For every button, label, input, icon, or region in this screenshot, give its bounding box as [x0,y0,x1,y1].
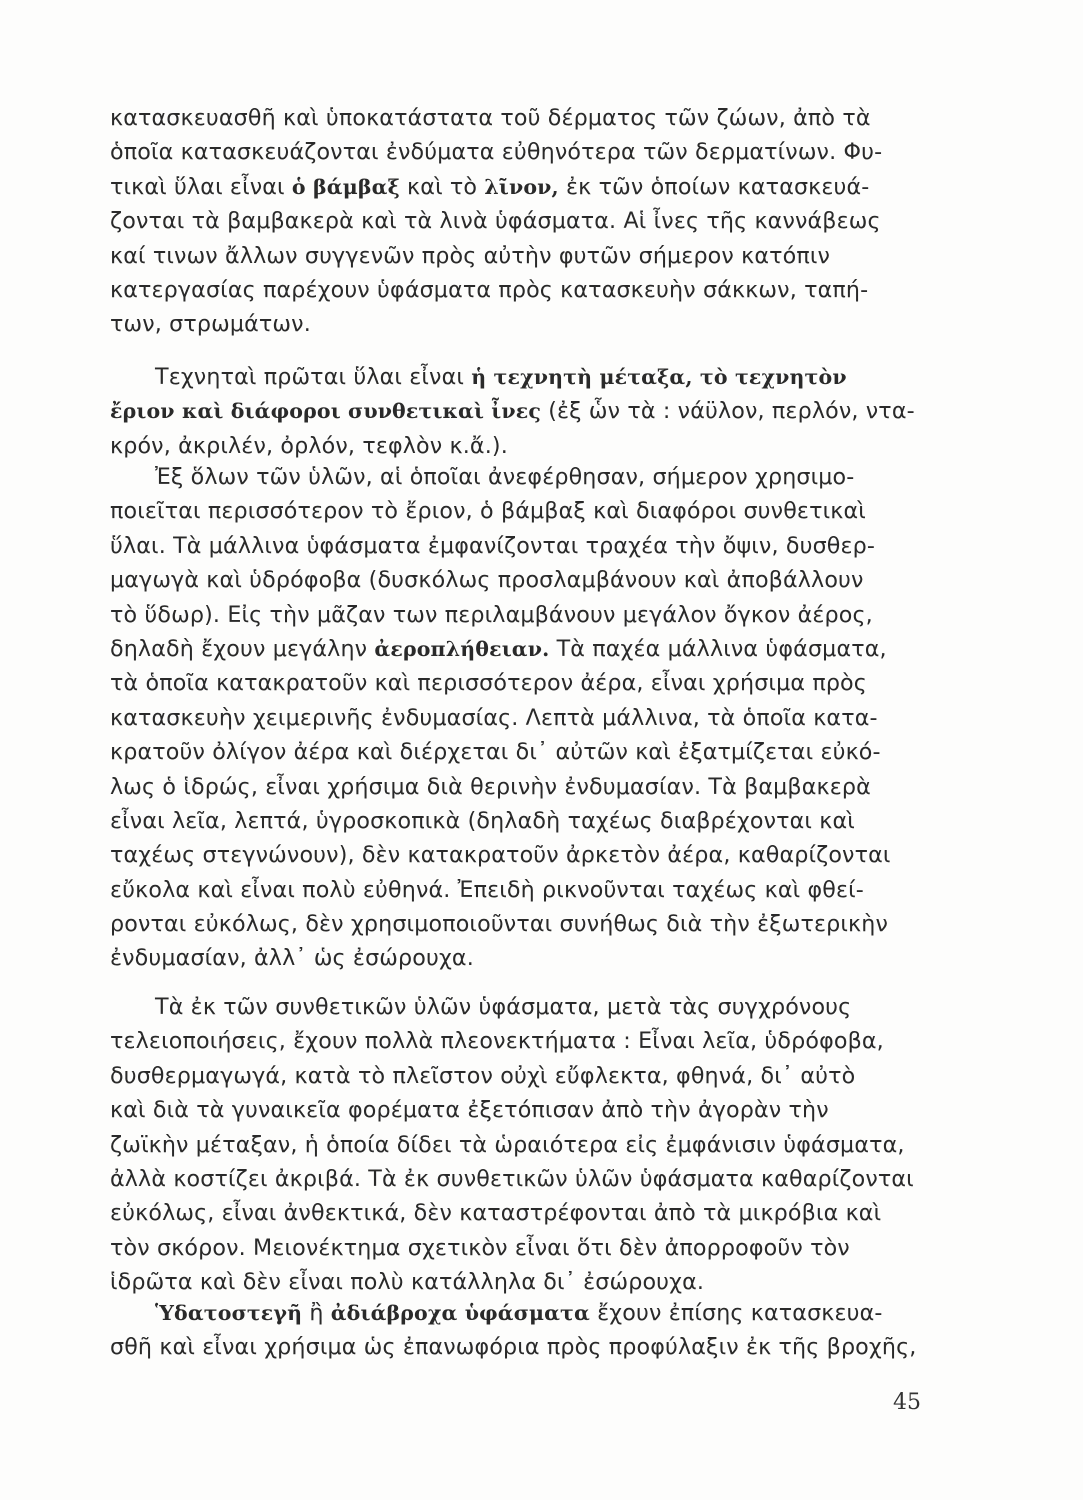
paragraph-synthetic-fabrics [110,990,922,1300]
text-segment: ἢ [302,1300,331,1326]
text-segment: τὸν σκόρον. Μειονέκτημα σχετικὸν εἶναι ὅτι δὲν ἀπορροφοῦν τὸν [110,1234,850,1261]
text-line [110,632,922,666]
text-segment: ποιεῖται περισσότερον τὸ ἔριον, ὁ βάμβαξ καὶ διαφόροι συνθετικαὶ [110,498,866,525]
text-segment: Ἐξ ὅλων τῶν ὑλῶν, αἱ ὁποῖαι ἀνεφέρθησαν, σήμερον χρησιμο- [155,464,855,490]
text-segment: σθῆ καὶ εἶναι χρήσιμα ὡς ἐπανωφόρια πρὸς προφύλαξιν ἐκ τῆς βροχῆς, [110,1334,917,1361]
text-line [110,494,922,528]
text-segment: μαγωγὰ καὶ ὑδρόφοβα (δυσκόλως προσλαμβάνουν καὶ ἀποβάλλουν [110,567,864,594]
text-line [110,701,922,735]
text-segment: ζονται τὰ βαμβακερὰ καὶ τὰ λινὰ ὑφάσματα. Αἱ ἶνες τῆς καννάβεως [110,208,881,235]
text-segment: Τὰ παχέα μάλλινα ὑφάσματα, [549,635,887,662]
text-line [110,1330,922,1364]
text-line [110,735,922,769]
text-line [110,1231,922,1265]
text-line [110,135,922,169]
text-line [110,307,922,341]
text-segment: λως ὁ ἱδρώς, εἶναι χρήσιμα διὰ θερινὴν ἐνδυμασίαν. Τὰ βαμβακερὰ [110,773,871,800]
text-line [110,1265,922,1299]
text-segment: ὁποῖα κατασκευάζονται ἐνδύματα εὐθηνότερα τῶν δερματίνων. Φυ- [110,139,883,166]
emphasized-term: ὁ βάμβαξ [291,174,400,199]
text-line [110,873,922,907]
text-line [110,429,922,463]
text-segment: κατασκευασθῆ καὶ ὑποκατάστατα τοῦ δέρματος τῶν ζώων, ἀπὸ τὰ [110,105,871,131]
text-segment: ὕλαι. Τὰ μάλλινα ὑφάσματα ἐμφανίζονται τραχέα τὴν ὄψιν, δυσθερ- [110,532,876,559]
emphasized-term: ἀεροπλήθειαν. [374,636,550,661]
paragraph-waterproof-fabrics [110,1296,922,1365]
text-line [110,666,922,700]
text-line [110,1059,922,1093]
text-line [110,804,922,838]
text-segment: τικαὶ ὕλαι εἶναι [110,173,292,200]
text-line [110,907,922,941]
text-segment: καὶ διὰ τὰ γυναικεῖα φορέματα ἐξετόπισαν ἀπὸ τὴν ἀγορὰν τὴν [110,1097,829,1124]
emphasized-term: ἔριον καὶ διάφοροι συνθετικαὶ ἶνες [110,399,541,424]
text-line [110,1296,922,1330]
text-line [110,598,922,632]
text-segment: κατασκευὴν χειμερινῆς ἐνδυμασίας. Λεπτὰ μάλλινα, τὰ ὁποῖα κατα- [110,704,878,731]
text-line [110,204,922,238]
text-segment: (ἐξ ὧν τὰ : νάϋλον, περλόν, ντα- [541,398,915,425]
emphasized-term: ἀδιάβροχα ὑφάσματα [330,1301,590,1325]
text-line [110,394,922,428]
text-segment: τὰ ὁποῖα κατακρατοῦν καὶ περισσότερον ἀέρα, εἶναι χρήσιμα πρὸς [110,670,867,697]
paragraph-artificial-materials [110,360,922,463]
text-segment: ἀλλὰ κοστίζει ἀκριβά. Τὰ ἐκ συνθετικῶν ὑλῶν ὑφάσματα καθαρίζονται [110,1165,914,1192]
text-segment: κρόν, ἀκριλέν, ὀρλόν, τεφλὸν κ.ἄ.). [110,432,508,459]
text-line [110,563,922,597]
text-segment: τὸ ὕδωρ). Εἰς τὴν μᾶζαν των περιλαμβάνουν μεγάλον ὄγκον ἀέρος, [110,601,873,628]
text-line [110,1162,922,1196]
text-line [110,1093,922,1127]
text-segment: Τεχνηταὶ πρῶται ὕλαι εἶναι [155,364,472,390]
page-number: 45 [893,1390,921,1415]
text-segment: τελειοποιήσεις, ἔχουν πολλὰ πλεονεκτήματα : Εἶναι λεῖα, ὑδρόφοβα, [110,1028,884,1055]
text-segment: εὔκολα καὶ εἶναι πολὺ εὐθηνά. Ἐπειδὴ ρικνοῦνται ταχέως καὶ φθεί- [110,876,864,903]
text-line [110,770,922,804]
text-line [110,990,922,1024]
text-line [110,239,922,273]
text-line [110,460,922,494]
text-line [110,170,922,204]
paragraph-fibers-intro [110,101,922,342]
text-line [110,838,922,872]
text-segment: ἔχουν ἐπίσης κατασκευα- [589,1300,883,1326]
text-line [110,360,922,394]
text-segment: ἐνδυμασίαν, ἀλλ᾽ ὡς ἐσώρουχα. [110,945,474,972]
text-line [110,1024,922,1058]
text-line [110,529,922,563]
text-segment: εἶναι λεῖα, λεπτά, ὑγροσκοπικὰ (δηλαδὴ ταχέως διαβρέχονται καὶ [110,807,855,834]
text-segment: Τὰ ἐκ τῶν συνθετικῶν ὑλῶν ὑφάσματα, μετὰ τὰς συγχρόνους [155,994,852,1020]
text-segment: ζωϊκὴν μέταξαν, ἡ ὁποία δίδει τὰ ὡραιότερα εἰς ἐμφάνισιν ὑφάσματα, [110,1131,905,1158]
text-segment: κρατοῦν ὀλίγον ἀέρα καὶ διέρχεται δι᾽ αὐτῶν καὶ ἐξατμίζεται εὐκό- [110,739,881,766]
text-segment: καὶ τὸ [399,173,485,200]
text-segment: καί τινων ἄλλων συγγενῶν πρὸς αὐτὴν φυτῶν σήμερον κατόπιν [110,242,831,269]
emphasized-term: ἡ τεχνητὴ μέταξα, τὸ τεχνητὸν [471,365,847,389]
text-line [110,941,922,975]
text-line [110,101,922,135]
text-segment: ἱδρῶτα καὶ δὲν εἶναι πολὺ κατάλληλα δι᾽ ἐσώρουχα. [110,1269,705,1296]
emphasized-term: λῖνον, [484,174,559,199]
text-line [110,1196,922,1230]
text-line [110,273,922,307]
text-segment: εὐκόλως, εἶναι ἀνθεκτικά, δὲν καταστρέφονται ἀπὸ τὰ μικρόβια καὶ [110,1200,882,1227]
text-segment: δηλαδὴ ἔχουν μεγάλην [110,635,375,662]
text-line [110,1128,922,1162]
text-segment: ἐκ τῶν ὁποίων κατασκευά- [558,173,870,200]
text-segment: κατεργασίας παρέχουν ὑφάσματα πρὸς κατασκευὴν σάκκων, ταπή- [110,276,869,303]
text-segment: ρονται εὐκόλως, δὲν χρησιμοποιοῦνται συνήθως διὰ τὴν ἐξωτερικὴν [110,911,889,938]
text-segment: των, στρωμάτων. [110,311,311,338]
emphasized-term: Ὑδατοστεγῆ [155,1301,303,1325]
paragraph-wool-cotton [110,460,922,976]
text-segment: δυσθερμαγωγά, κατὰ τὸ πλεῖστον οὐχὶ εὔφλεκτα, φθηνά, δι᾽ αὐτὸ [110,1062,856,1089]
text-segment: ταχέως στεγνώνουν), δὲν κατακρατοῦν ἀρκετὸν ἀέρα, καθαρίζονται [110,842,891,869]
